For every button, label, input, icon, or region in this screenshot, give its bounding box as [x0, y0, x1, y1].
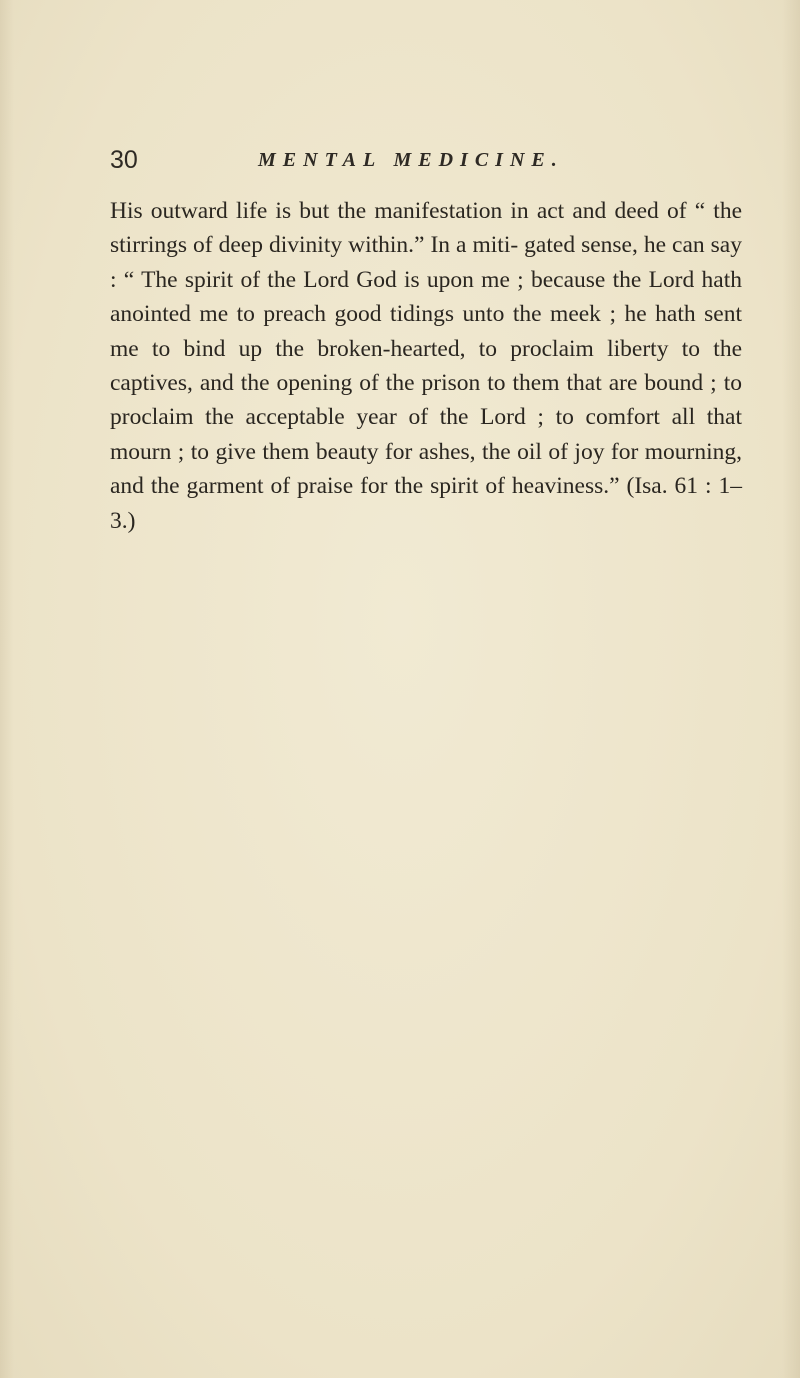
body-paragraph: His outward life is but the manifestation in act and deed of “ the stirrings of deep divinity within.” In a miti- gated sense, he can say : “ The spirit of the Lord God is upon me ; because the Lord hath anointed me to preach good tidings unto the meek ; he hath sent me to bind up the broken-hearted, to proclaim liberty to the captives, and the opening of the prison to them that are bound ; to proclaim the acceptable year of the Lord ; to comfort all that mourn ; to give them beauty for ashes, the oil of joy for mourning, and the garment of praise for the spirit of heaviness.” (Isa. 61 : 1–3.) — [110, 198, 742, 534]
running-head — [110, 140, 740, 180]
running-title: MENTAL MEDICINE. — [258, 149, 564, 171]
page-number: 30 — [110, 146, 138, 174]
